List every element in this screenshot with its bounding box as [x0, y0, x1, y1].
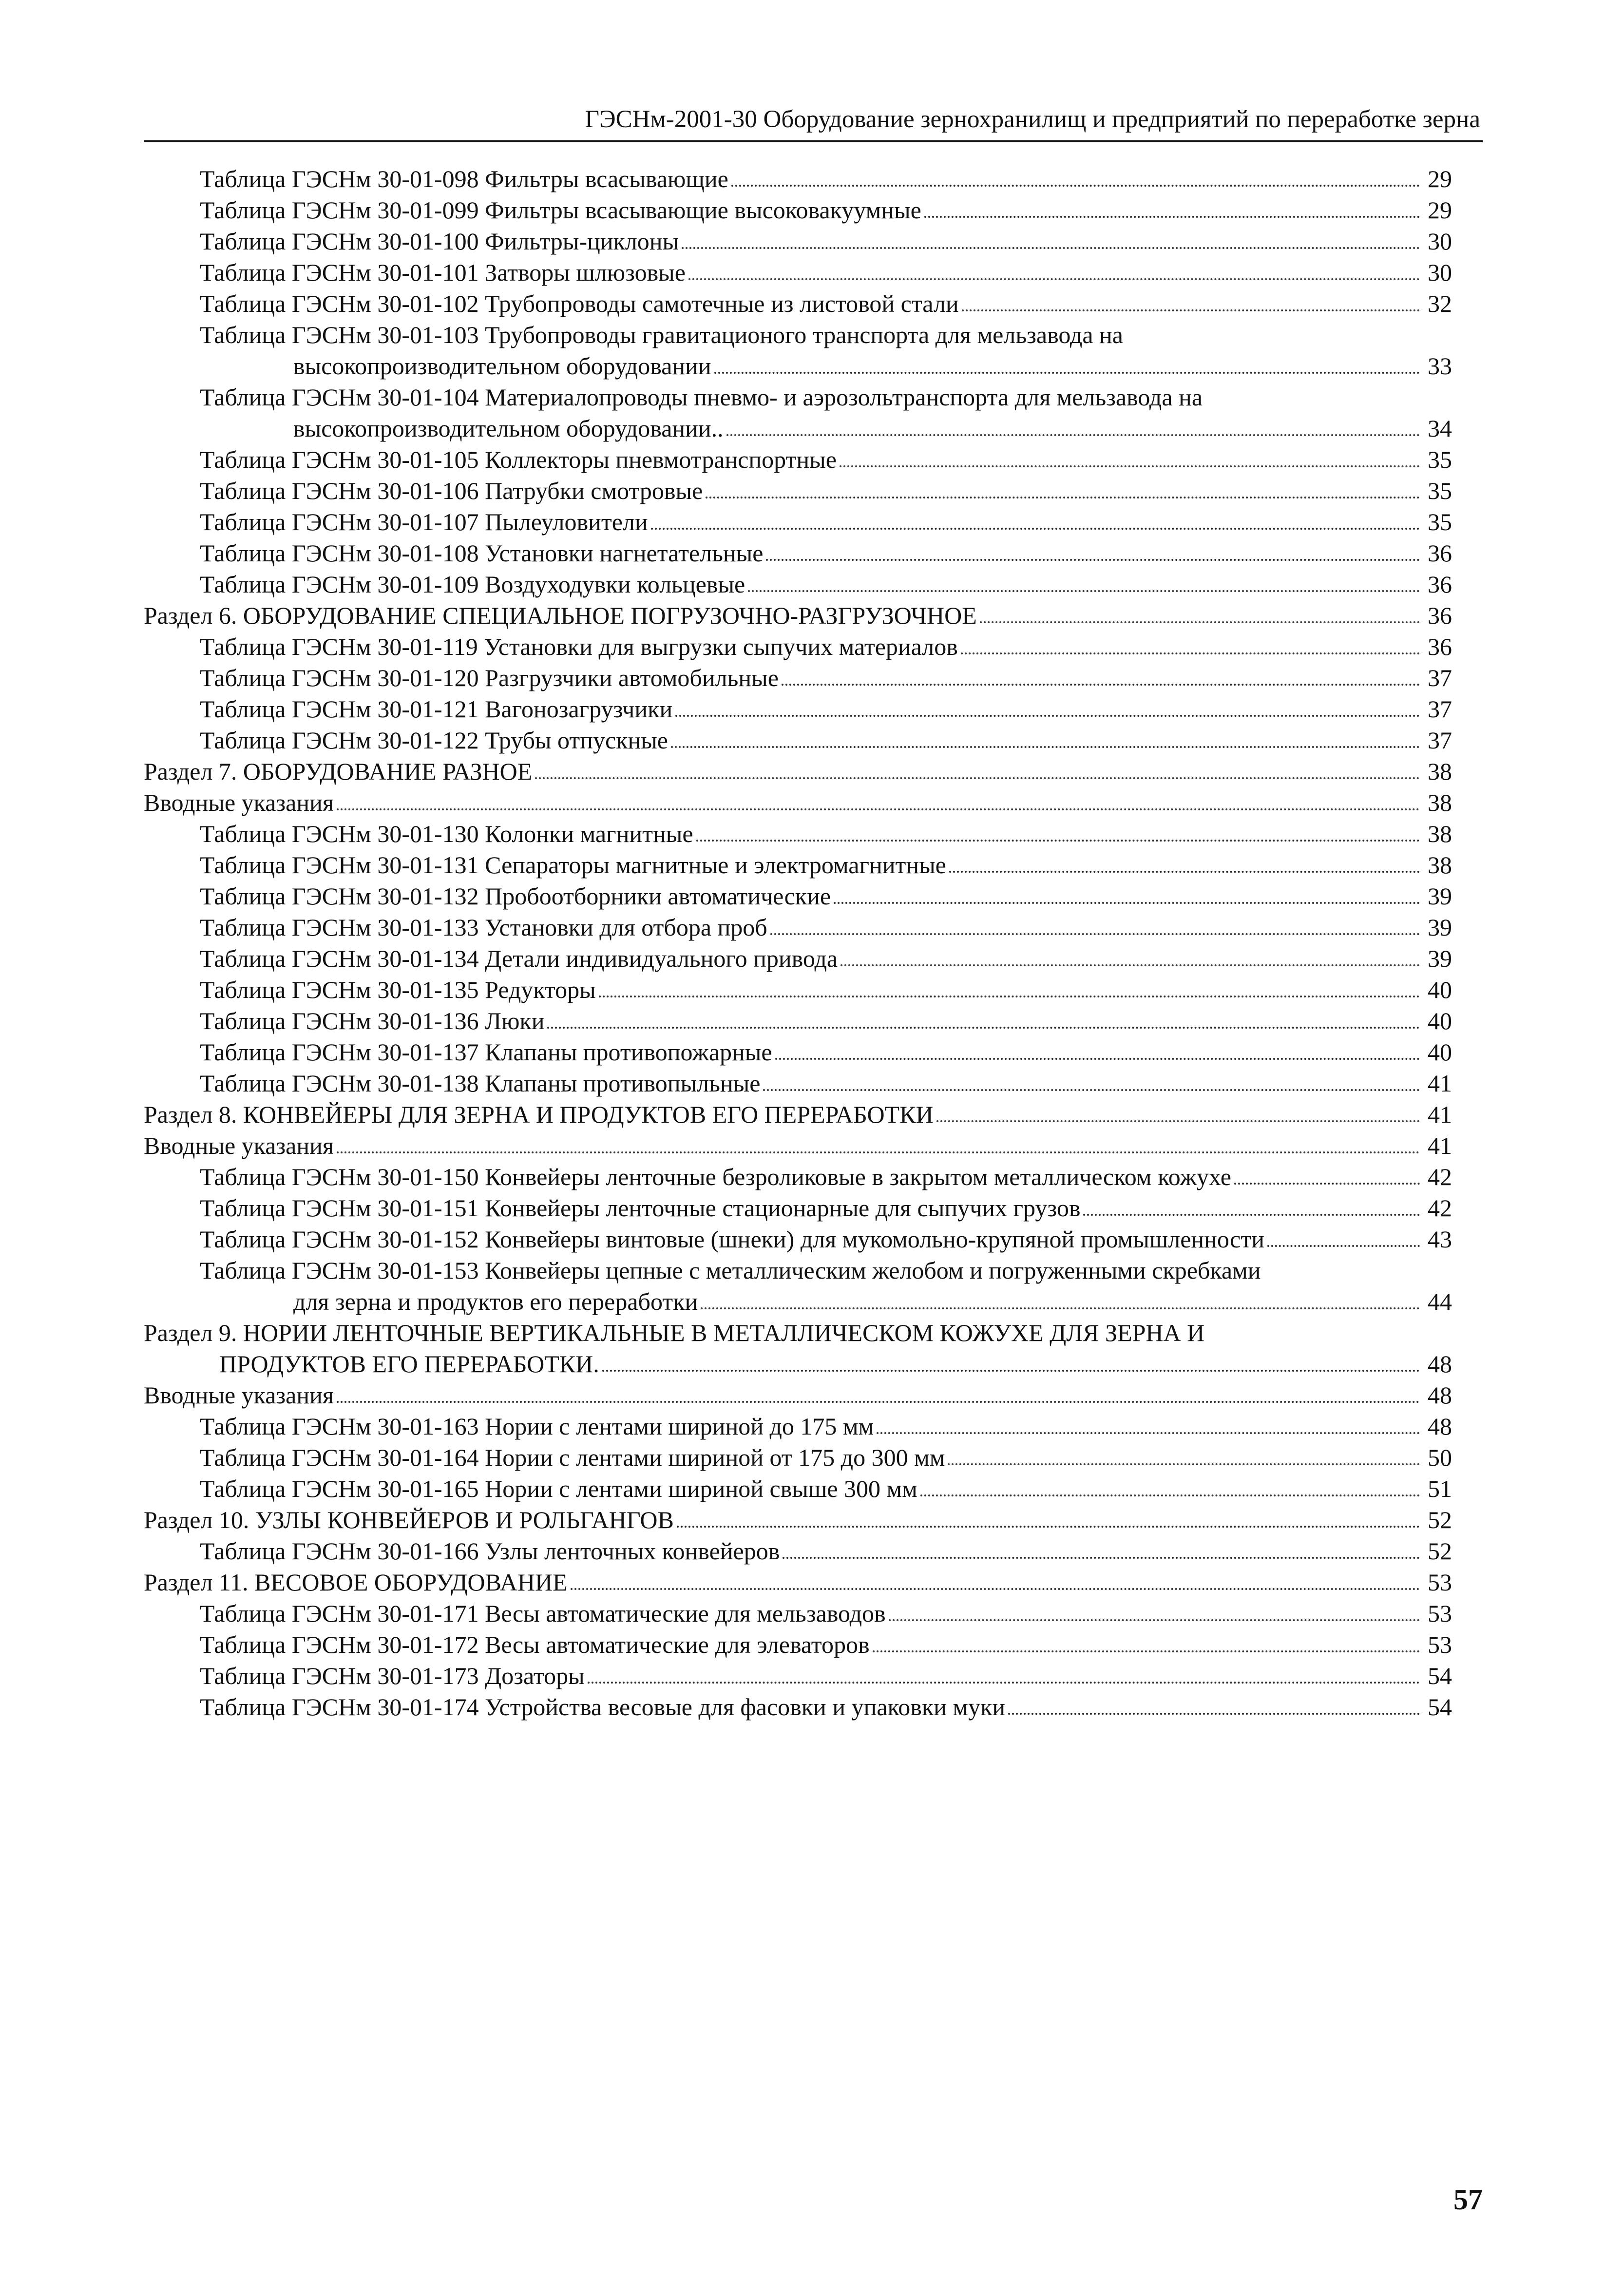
- toc-page-number: 40: [1428, 1038, 1452, 1066]
- toc-entry[interactable]: [144, 1411, 1452, 1442]
- toc-entry-title: Раздел 11. ВЕСОВОЕ ОБОРУДОВАНИЕ: [144, 1569, 568, 1596]
- toc-entry-title: Таблица ГЭСНм 30-01-106 Патрубки смотровые: [200, 477, 703, 504]
- toc-entry[interactable]: [144, 849, 1452, 881]
- header-rule: [144, 140, 1483, 142]
- dot-leader: [980, 621, 1420, 623]
- toc-entry-title: Таблица ГЭСНм 30-01-104 Материалопроводы пневмо- и аэрозольтранспорта для мельзавода на: [200, 383, 1203, 411]
- toc-page-number: 33: [1428, 352, 1452, 380]
- toc-entry[interactable]: [144, 163, 1452, 194]
- toc-entry[interactable]: [144, 1598, 1452, 1629]
- dot-leader: [682, 247, 1420, 249]
- toc-page-number: 30: [1428, 228, 1452, 255]
- toc-entry-title: Таблица ГЭСНм 30-01-105 Коллекторы пневмотранспортные: [200, 446, 837, 473]
- toc-entry[interactable]: [144, 226, 1452, 257]
- toc-entry[interactable]: [144, 569, 1452, 600]
- toc-entry[interactable]: [144, 1161, 1452, 1192]
- dot-leader: [889, 1619, 1420, 1621]
- toc-page-number: 37: [1428, 695, 1452, 723]
- toc-page-number: 51: [1428, 1475, 1452, 1502]
- toc-entry-title: Таблица ГЭСНм 30-01-151 Конвейеры ленточные стационарные для сыпучих грузов: [200, 1194, 1081, 1222]
- toc-page-number: 35: [1428, 477, 1452, 504]
- toc-entry[interactable]: [144, 1130, 1452, 1161]
- toc-entry[interactable]: [144, 1036, 1452, 1068]
- toc-page-number: 38: [1428, 820, 1452, 847]
- toc-entry-title: Раздел 7. ОБОРУДОВАНИЕ РАЗНОЕ: [144, 758, 533, 785]
- dot-leader: [714, 372, 1420, 374]
- dot-leader: [763, 1089, 1420, 1091]
- dot-leader: [688, 278, 1420, 280]
- dot-leader: [571, 1588, 1420, 1590]
- dot-leader: [877, 1432, 1420, 1434]
- toc-page-number: 36: [1428, 539, 1452, 567]
- dot-leader: [1234, 1183, 1420, 1185]
- toc-page-number: 38: [1428, 851, 1452, 879]
- toc-entry-title: Таблица ГЭСНм 30-01-132 Пробоотборники автоматические: [200, 882, 831, 910]
- dot-leader: [949, 871, 1420, 873]
- toc-entry-title: Таблица ГЭСНм 30-01-119 Установки для выгрузки сыпучих материалов: [200, 633, 958, 660]
- dot-leader: [1083, 1214, 1420, 1216]
- toc-page-number: 36: [1428, 571, 1452, 598]
- toc-entry-title: Таблица ГЭСНм 30-01-150 Конвейеры ленточные безроликовые в закрытом металлическом кожухе: [200, 1163, 1231, 1190]
- toc-entry-title: Таблица ГЭСНм 30-01-130 Колонки магнитные: [200, 820, 693, 847]
- toc-page-number: 53: [1428, 1600, 1452, 1627]
- toc-entry-title: Таблица ГЭСНм 30-01-165 Нории с лентами шириной свыше 300 мм: [200, 1475, 917, 1502]
- toc-entry[interactable]: [144, 756, 1452, 787]
- toc-entry[interactable]: [144, 725, 1452, 756]
- dot-leader: [602, 1370, 1420, 1372]
- toc-entry[interactable]: [144, 662, 1452, 693]
- dot-leader: [651, 528, 1420, 530]
- toc-entry[interactable]: [144, 319, 1452, 382]
- toc-entry[interactable]: [144, 1192, 1452, 1224]
- toc-entry-title: Таблица ГЭСНм 30-01-138 Клапаны противопыльные: [200, 1070, 761, 1097]
- toc-page-number: 54: [1428, 1662, 1452, 1689]
- toc-entry[interactable]: [144, 1629, 1452, 1660]
- dot-leader: [841, 964, 1420, 966]
- toc-entry[interactable]: [144, 1005, 1452, 1036]
- toc-entry-title: Таблица ГЭСНм 30-01-102 Трубопроводы самотечные из листовой стали: [200, 290, 959, 317]
- toc-entry[interactable]: [144, 1535, 1452, 1567]
- toc-entry[interactable]: [144, 1691, 1452, 1723]
- toc-entry[interactable]: [144, 506, 1452, 537]
- toc-page-number: 48: [1428, 1350, 1452, 1378]
- toc-entry[interactable]: [144, 818, 1452, 849]
- dot-leader: [696, 840, 1420, 842]
- toc-entry-title: Таблица ГЭСНм 30-01-103 Трубопроводы гравитационого транспорта для мельзавода на: [200, 321, 1123, 348]
- toc-entry-title: Таблица ГЭСНм 30-01-152 Конвейеры винтовые (шнеки) для мукомольно-крупяной промышленности: [200, 1226, 1264, 1253]
- toc-entry-title: Таблица ГЭСНм 30-01-171 Весы автоматические для мельзаводов: [200, 1600, 886, 1627]
- toc-page-number: 53: [1428, 1569, 1452, 1596]
- toc-entry-title: Таблица ГЭСНм 30-01-107 Пылеуловители: [200, 508, 648, 536]
- toc-page-number: 41: [1428, 1101, 1452, 1128]
- toc-entry-title: Таблица ГЭСНм 30-01-120 Разгрузчики автомобильные: [200, 664, 779, 691]
- toc-entry-title-continued: высокопроизводительном оборудовании..: [293, 415, 724, 442]
- toc-entry-title: Раздел 9. НОРИИ ЛЕНТОЧНЫЕ ВЕРТИКАЛЬНЫЕ В МЕТАЛЛИЧЕСКОМ КОЖУХЕ ДЛЯ ЗЕРНА И: [144, 1319, 1205, 1346]
- toc-entry[interactable]: [144, 1099, 1452, 1130]
- toc-entry-title: Таблица ГЭСНм 30-01-135 Редукторы: [200, 976, 596, 1003]
- dot-leader: [834, 902, 1420, 904]
- toc-entry[interactable]: [144, 1068, 1452, 1099]
- toc-entry-title-continued: ПРОДУКТОВ ЕГО ПЕРЕРАБОТКИ.: [219, 1350, 599, 1378]
- toc-page-number: 40: [1428, 1007, 1452, 1034]
- toc-page-number: 41: [1428, 1132, 1452, 1159]
- toc-entry-title: Раздел 6. ОБОРУДОВАНИЕ СПЕЦИАЛЬНОЕ ПОГРУЗОЧНО-РАЗГРУЗОЧНОЕ: [144, 602, 977, 629]
- toc-page-number: 43: [1428, 1226, 1452, 1253]
- toc-page-number: 39: [1428, 882, 1452, 910]
- dot-leader: [337, 1401, 1420, 1403]
- toc-page-number: 36: [1428, 633, 1452, 660]
- dot-leader: [920, 1494, 1420, 1496]
- toc-entry-title: Таблица ГЭСНм 30-01-122 Трубы отпускные: [200, 727, 668, 754]
- toc-entry-title: Раздел 10. УЗЛЫ КОНВЕЙЕРОВ И РОЛЬГАНГОВ: [144, 1506, 674, 1533]
- dot-leader: [770, 933, 1420, 935]
- toc-entry-title: Вводные указания: [144, 789, 334, 816]
- toc-entry[interactable]: [144, 194, 1452, 226]
- dot-leader: [535, 777, 1420, 779]
- toc-entry[interactable]: [144, 475, 1452, 506]
- toc-entry-title: Таблица ГЭСНм 30-01-137 Клапаны противопожарные: [200, 1038, 772, 1066]
- toc-page-number: 41: [1428, 1070, 1452, 1097]
- dot-leader: [731, 185, 1420, 187]
- toc-entry-title: Таблица ГЭСНм 30-01-121 Вагонозагрузчики: [200, 695, 673, 723]
- dot-leader: [873, 1650, 1420, 1652]
- toc-entry[interactable]: [144, 1567, 1452, 1598]
- toc-entry-title: Раздел 8. КОНВЕЙЕРЫ ДЛЯ ЗЕРНА И ПРОДУКТОВ ЕГО ПЕРЕРАБОТКИ: [144, 1101, 934, 1128]
- toc-entry[interactable]: [144, 444, 1452, 475]
- toc-entry-title: Таблица ГЭСНм 30-01-101 Затворы шлюзовые: [200, 259, 686, 286]
- toc-entry-title: Таблица ГЭСНм 30-01-099 Фильтры всасывающие высоковакуумные: [200, 196, 921, 224]
- toc-entry-title: Вводные указания: [144, 1132, 334, 1159]
- dot-leader: [588, 1682, 1420, 1684]
- toc-entry[interactable]: [144, 1504, 1452, 1535]
- toc-page-number: 52: [1428, 1537, 1452, 1565]
- dot-leader: [782, 684, 1420, 686]
- dot-leader: [948, 1463, 1420, 1465]
- dot-leader: [1267, 1245, 1420, 1247]
- toc-entry-title: Таблица ГЭСНм 30-01-109 Воздуходувки кольцевые: [200, 571, 745, 598]
- toc-entry[interactable]: [144, 382, 1452, 444]
- toc-entry-title: Таблица ГЭСНм 30-01-133 Установки для отбора проб: [200, 914, 767, 941]
- dot-leader: [701, 1307, 1420, 1309]
- dot-leader: [675, 715, 1420, 717]
- toc-entry[interactable]: [144, 1317, 1452, 1379]
- toc-page-number: 38: [1428, 758, 1452, 785]
- toc-page-number: 52: [1428, 1506, 1452, 1533]
- toc-page-number: 37: [1428, 727, 1452, 754]
- dot-leader: [840, 465, 1420, 467]
- dot-leader: [337, 808, 1420, 810]
- toc-page-number: 29: [1428, 165, 1452, 192]
- toc-page-number: 38: [1428, 789, 1452, 816]
- dot-leader: [962, 309, 1420, 311]
- toc-page-number: 34: [1428, 415, 1452, 442]
- toc-entry-title: Таблица ГЭСНм 30-01-098 Фильтры всасывающие: [200, 165, 728, 192]
- toc-page-number: 39: [1428, 914, 1452, 941]
- toc-page-number: 42: [1428, 1194, 1452, 1222]
- running-header: ГЭСНм-2001-30 Оборудование зернохранилищ и предприятий по переработке зерна: [585, 106, 1480, 133]
- toc-entry[interactable]: [144, 1473, 1452, 1504]
- toc-entry-title: Таблица ГЭСНм 30-01-163 Нории с лентами шириной до 175 мм: [200, 1413, 874, 1440]
- toc-entry-title: Таблица ГЭСНм 30-01-172 Весы автоматические для элеваторов: [200, 1631, 870, 1658]
- dot-leader: [671, 746, 1420, 748]
- toc-entry[interactable]: [144, 881, 1452, 912]
- dot-leader: [924, 216, 1420, 218]
- toc-entry-title: Таблица ГЭСНм 30-01-153 Конвейеры цепные с металлическим желобом и погруженными скребками: [200, 1257, 1261, 1284]
- toc-entry-title: Таблица ГЭСНм 30-01-164 Нории с лентами шириной от 175 до 300 мм: [200, 1444, 945, 1471]
- toc-entry[interactable]: [144, 912, 1452, 943]
- toc-page-number: 29: [1428, 196, 1452, 224]
- toc-entry[interactable]: [144, 974, 1452, 1005]
- dot-leader: [961, 652, 1420, 654]
- toc-page-number: 35: [1428, 446, 1452, 473]
- toc-entry[interactable]: [144, 600, 1452, 631]
- toc-entry[interactable]: [144, 787, 1452, 818]
- toc-page-number: 40: [1428, 976, 1452, 1003]
- dot-leader: [706, 497, 1420, 498]
- toc-entry-title: Таблица ГЭСНм 30-01-108 Установки нагнетательные: [200, 539, 764, 567]
- toc-page-number: 53: [1428, 1631, 1452, 1658]
- toc-entry-title: Вводные указания: [144, 1381, 334, 1409]
- toc-entry[interactable]: [144, 1255, 1452, 1317]
- dot-leader: [599, 996, 1420, 997]
- dot-leader: [766, 559, 1420, 561]
- toc-entry-title-continued: для зерна и продуктов его переработки: [293, 1288, 698, 1315]
- toc-entry[interactable]: [144, 1660, 1452, 1691]
- dot-leader: [748, 590, 1420, 592]
- toc-entry[interactable]: [144, 1442, 1452, 1473]
- toc-page-number: 35: [1428, 508, 1452, 536]
- toc-entry-title: Таблица ГЭСНм 30-01-174 Устройства весовые для фасовки и упаковки муки: [200, 1693, 1006, 1721]
- dot-leader: [726, 434, 1420, 436]
- toc-entry[interactable]: [144, 257, 1452, 288]
- dot-leader: [783, 1557, 1420, 1559]
- toc-entry[interactable]: [144, 537, 1452, 569]
- toc-entry-title: Таблица ГЭСНм 30-01-166 Узлы ленточных конвейеров: [200, 1537, 780, 1565]
- toc-page-number: 36: [1428, 602, 1452, 629]
- toc-entry-title: Таблица ГЭСНм 30-01-131 Сепараторы магнитные и электромагнитные: [200, 851, 946, 879]
- dot-leader: [936, 1120, 1420, 1122]
- toc-page-number: 39: [1428, 945, 1452, 972]
- toc-entry-title: Таблица ГЭСНм 30-01-134 Детали индивидуального привода: [200, 945, 838, 972]
- toc-page-number: 30: [1428, 259, 1452, 286]
- dot-leader: [547, 1027, 1420, 1029]
- toc-page-number: 32: [1428, 290, 1452, 317]
- toc-page-number: 42: [1428, 1163, 1452, 1190]
- toc-entry-title-continued: высокопроизводительном оборудовании: [293, 352, 711, 380]
- toc-entry[interactable]: [144, 1224, 1452, 1255]
- toc-page-number: 48: [1428, 1413, 1452, 1440]
- toc-page-number: 50: [1428, 1444, 1452, 1471]
- dot-leader: [775, 1058, 1420, 1060]
- toc-page-number: 44: [1428, 1288, 1452, 1315]
- table-of-contents: [144, 163, 1452, 1723]
- dot-leader: [337, 1151, 1420, 1153]
- toc-entry-title: Таблица ГЭСНм 30-01-100 Фильтры-циклоны: [200, 228, 679, 255]
- dot-leader: [677, 1526, 1420, 1528]
- toc-entry[interactable]: [144, 631, 1452, 662]
- dot-leader: [1008, 1713, 1420, 1715]
- toc-page-number: 48: [1428, 1381, 1452, 1409]
- toc-entry-title: Таблица ГЭСНм 30-01-136 Люки: [200, 1007, 545, 1034]
- toc-entry[interactable]: [144, 288, 1452, 319]
- toc-entry[interactable]: [144, 693, 1452, 725]
- toc-entry-title: Таблица ГЭСНм 30-01-173 Дозаторы: [200, 1662, 585, 1689]
- toc-page-number: 54: [1428, 1693, 1452, 1721]
- toc-entry[interactable]: [144, 1379, 1452, 1411]
- toc-entry[interactable]: [144, 943, 1452, 974]
- page-number: 57: [1453, 2183, 1483, 2216]
- toc-page-number: 37: [1428, 664, 1452, 691]
